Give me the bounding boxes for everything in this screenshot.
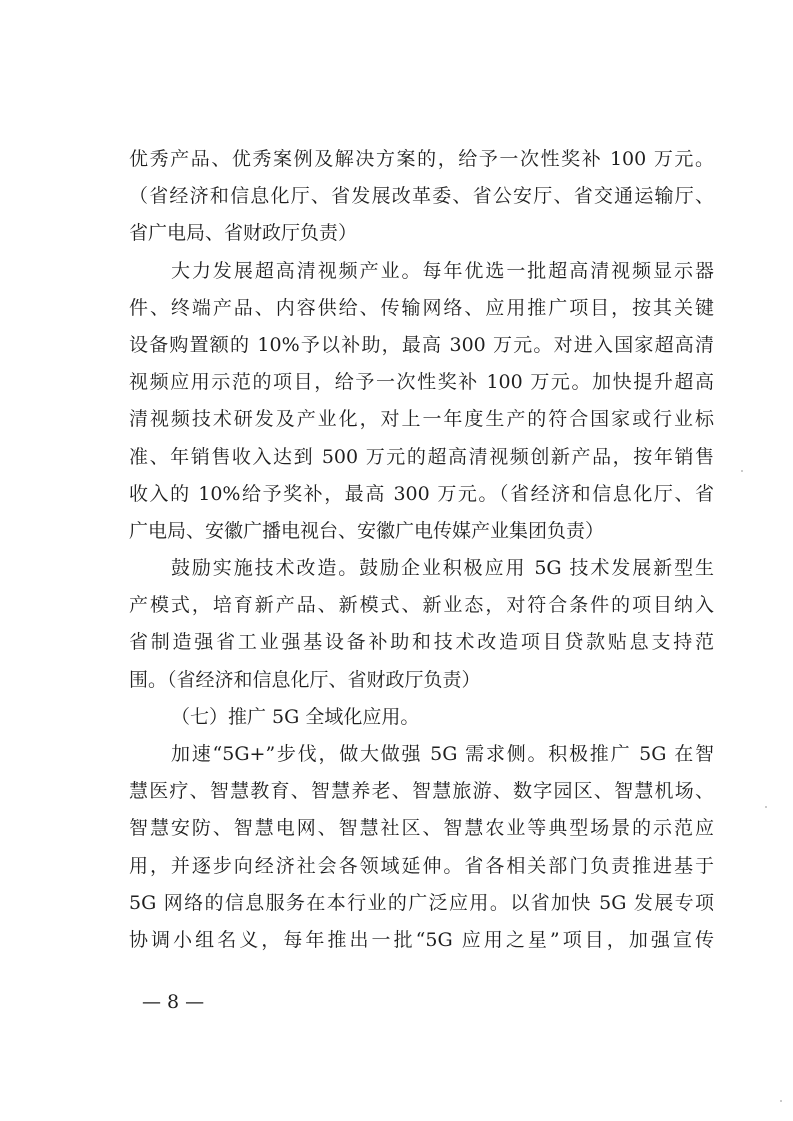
scan-speck — [765, 806, 767, 808]
text-line-3: 省广电局、省财政厅负责） — [129, 222, 358, 245]
text-line-8: 清视频技术研发及产业化，对上一年度生产的符合国家或行业标 — [129, 408, 714, 431]
text-line-13: 产模式，培育新产品、新模式、新业态，对符合条件的项目纳入 — [129, 594, 714, 617]
text-line-22: 协调小组名义，每年推出一批“5G 应用之星”项目，加强宣传 — [129, 928, 714, 951]
text-line-12: 鼓励实施技术改造。鼓励企业积极应用 5G 技术发展新型生 — [171, 557, 714, 580]
text-line-1: 优秀产品、优秀案例及解决方案的，给予一次性奖补 100 万元。 — [129, 148, 714, 170]
text-line-21: 5G 网络的信息服务在本行业的广泛应用。以省加快 5G 发展专项 — [129, 891, 714, 914]
text-line-20: 用，并逐步向经济社会各领域延伸。省各相关部门负责推进基于 — [129, 854, 714, 877]
text-line-11: 广电局、安徽广播电视台、安徽广电传媒产业集团负责） — [129, 519, 605, 542]
text-line-5: 件、终端产品、内容供给、传输网络、应用推广项目，按其关键 — [129, 296, 714, 319]
body-text — [129, 141, 714, 959]
scan-speck — [780, 1100, 782, 1102]
text-line-6: 设备购置额的 10%予以补助，最高 300 万元。对进入国家超高清 — [129, 333, 714, 356]
section-heading: （七）推广 5G 全域化应用。 — [171, 705, 420, 728]
text-line-18: 慧医疗、智慧教育、智慧养老、智慧旅游、数字园区、智慧机场、 — [129, 780, 714, 803]
text-line-7: 视频应用示范的项目，给予一次性奖补 100 万元。加快提升超高 — [129, 371, 714, 394]
text-line-19: 智慧安防、智慧电网、智慧社区、智慧农业等典型场景的示范应 — [129, 817, 714, 840]
text-line-2: （省经济和信息化厅、省发展改革委、省公安厅、省交通运输厅、 — [129, 185, 714, 208]
page-number: — 8 — — [142, 991, 205, 1013]
scan-speck — [741, 470, 743, 472]
text-line-9: 准、年销售收入达到 500 万元的超高清视频创新产品，按年销售 — [129, 445, 714, 468]
text-line-15: 围。（省经济和信息化厅、省财政厅负责） — [129, 668, 481, 691]
text-line-17: 加速“5G+”步伐，做大做强 5G 需求侧。积极推广 5G 在智 — [171, 743, 714, 765]
text-line-4: 大力发展超高清视频产业。每年优选一批超高清视频显示器 — [171, 259, 714, 282]
text-line-10: 收入的 10%给予奖补，最高 300 万元。（省经济和信息化厅、省 — [129, 482, 714, 505]
text-line-14: 省制造强省工业强基设备补助和技术改造项目贷款贴息支持范 — [129, 631, 714, 654]
